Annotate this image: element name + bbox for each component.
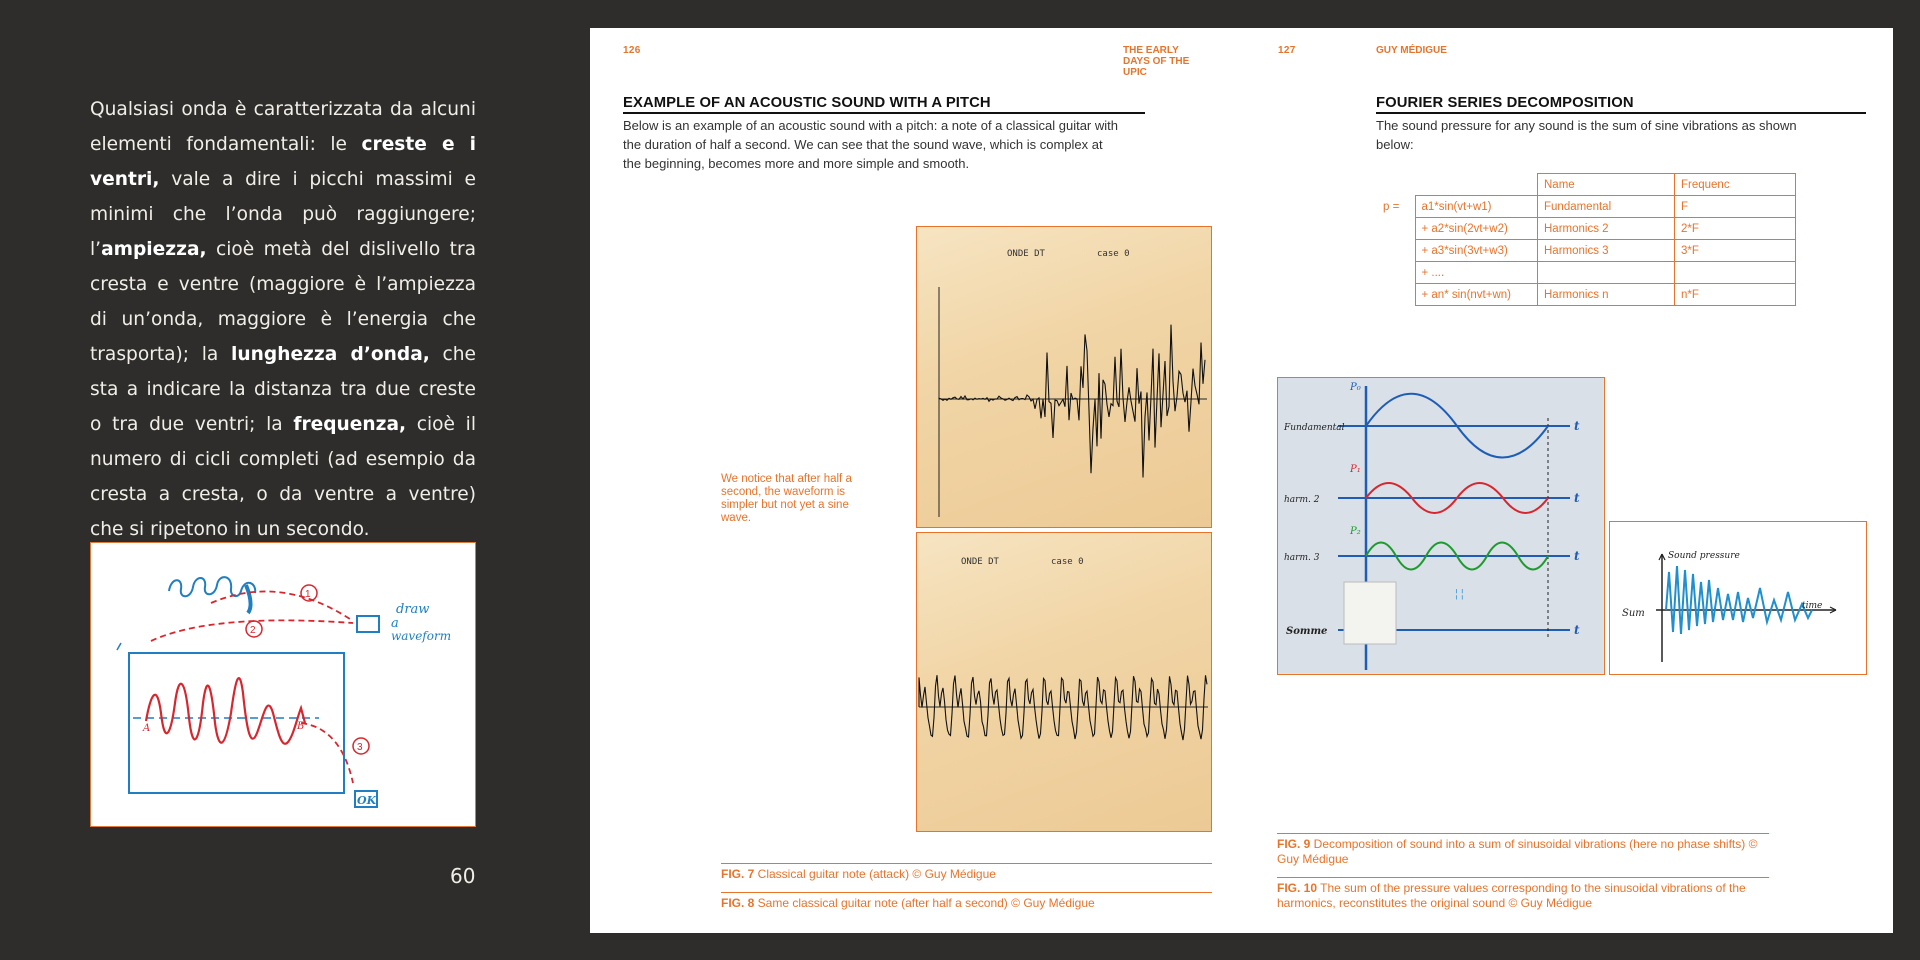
guitar-sustain-scan xyxy=(916,532,1212,832)
fourier-table xyxy=(1377,173,1796,306)
header-name: Name xyxy=(1538,174,1675,196)
table-cell: n*F xyxy=(1675,284,1796,306)
table-cell: 3*F xyxy=(1675,240,1796,262)
paragraph-run: cioè metà del dislivello tra cresta e ventre (maggiore è l’ampiezza di un’onda, maggiore è l’energia che trasporta); la xyxy=(90,239,476,365)
waveform-sketch xyxy=(90,542,476,827)
book-spread xyxy=(590,28,1893,933)
fig7-text: Classical guitar note (attack) © Guy Médigue xyxy=(754,867,996,881)
waveform-label: waveform xyxy=(391,629,452,643)
point-b-label: B xyxy=(297,721,305,732)
label-p2: P₂ xyxy=(1350,526,1361,537)
fig7-number: FIG. 7 xyxy=(721,867,755,881)
step-3-label: 3 xyxy=(357,742,363,753)
label-t: t xyxy=(1574,549,1580,563)
table-cell: a1*sin(vt+w1) xyxy=(1415,196,1538,218)
fig10-number: FIG. 10 xyxy=(1277,881,1318,895)
table-cell: Harmonics 2 xyxy=(1538,218,1675,240)
step-1-label: 1 xyxy=(305,589,311,600)
fig7-caption xyxy=(721,867,996,882)
scan-bottom-label-2: case 0 xyxy=(1051,557,1084,567)
label-t: t xyxy=(1574,623,1580,637)
running-head-line-2: DAYS OF THE xyxy=(1123,56,1190,67)
table-cell: + .... xyxy=(1415,262,1538,284)
ok-label: OK xyxy=(357,794,377,807)
label-t: t xyxy=(1574,419,1580,433)
paragraph-run: Qualsiasi onda è caratterizzata da alcuni elementi fondamentali: le xyxy=(90,99,476,155)
label-time: time xyxy=(1802,601,1823,611)
section-title-fourier: FOURIER SERIES DECOMPOSITION xyxy=(1376,95,1866,114)
paragraph-run: che sta a indicare la distanza tra due creste o tra due ventri; la xyxy=(90,344,476,435)
table-cell: Harmonics n xyxy=(1538,284,1675,306)
section-title-acoustic: EXAMPLE OF AN ACOUSTIC SOUND WITH A PITCH xyxy=(623,95,1145,114)
draw-label: draw xyxy=(396,602,430,617)
a-label: a xyxy=(391,616,399,631)
table-cell: F xyxy=(1675,196,1796,218)
scan-bottom-label-1: ONDE DT xyxy=(961,557,999,567)
fig10-text: The sum of the pressure values corresponding to the sinusoidal vibrations of the harmonics, reconstitutes the original sound © Guy Médigue xyxy=(1277,881,1746,910)
running-head-line-3: UPIC xyxy=(1123,67,1147,78)
label-harm3: harm. 3 xyxy=(1284,553,1320,563)
step-2-label: 2 xyxy=(250,625,256,636)
guitar-attack-scan xyxy=(916,226,1212,528)
table-cell: + an* sin(nvt+wn) xyxy=(1415,284,1538,306)
table-cell: + a3*sin(3vt+w3) xyxy=(1415,240,1538,262)
scan-top-label-1: ONDE DT xyxy=(1007,249,1045,259)
body-acoustic: Below is an example of an acoustic sound with a pitch: a note of a classical guitar with the duration of half a second. We can see that the sound wave, which is complex at the beginning, becomes more and more simple and smooth. xyxy=(623,118,1118,171)
point-a-label: A xyxy=(143,723,151,734)
label-p1: P₁ xyxy=(1350,464,1361,475)
side-note: We notice that after half a second, the waveform is simpler but not yet a sine wave. xyxy=(721,473,852,524)
paragraph-run: lunghezza d’onda, xyxy=(231,344,430,365)
running-head-left xyxy=(1123,45,1189,78)
paragraph-run: creste e i ventri, xyxy=(90,134,476,190)
label-sound-pressure: Sound pressure xyxy=(1668,551,1740,561)
paragraph-run: vale a dire i picchi massimi e minimi che l’onda può raggiungere; l’ xyxy=(90,169,476,260)
p-equals-label: p = xyxy=(1383,200,1400,213)
fig9-text: Decomposition of sound into a sum of sinusoidal vibrations (here no phase shifts) © Guy Médigue xyxy=(1277,837,1758,866)
table-cell xyxy=(1538,262,1675,284)
label-harm2: harm. 2 xyxy=(1284,495,1320,505)
folio-127: 127 xyxy=(1278,45,1296,56)
body-fourier: The sound pressure for any sound is the sum of sine vibrations as shown below: xyxy=(1376,118,1797,152)
left-paragraph xyxy=(90,92,476,547)
table-cell: Fundamental xyxy=(1538,196,1675,218)
label-t: t xyxy=(1574,491,1580,505)
paragraph-run: cioè il numero di cicli completi (ad esempio da cresta a cresta, o da ventre a ventre) che si ripetono in un secondo. xyxy=(90,414,477,540)
fig8-number: FIG. 8 xyxy=(721,896,755,910)
fig8-caption xyxy=(721,896,1095,911)
label-p0: P₀ xyxy=(1350,382,1361,393)
paragraph-run: ampiezza, xyxy=(101,239,207,260)
page-number: 60 xyxy=(450,864,476,888)
label-fundamental: Fundamental xyxy=(1284,423,1345,433)
table-cell xyxy=(1675,262,1796,284)
table-cell: + a2*sin(2vt+w2) xyxy=(1415,218,1538,240)
table-cell: Harmonics 3 xyxy=(1538,240,1675,262)
running-head-right: GUY MÉDIGUE xyxy=(1376,45,1447,56)
label-somme: Somme xyxy=(1286,626,1328,637)
fig9-number: FIG. 9 xyxy=(1277,837,1311,851)
folio-126: 126 xyxy=(623,45,641,56)
fig8-text: Same classical guitar note (after half a second) © Guy Médigue xyxy=(754,896,1095,910)
svg-text:¦ ¦: ¦ ¦ xyxy=(1455,588,1464,600)
header-frequency: Frequenc xyxy=(1675,174,1796,196)
fig10-caption xyxy=(1277,881,1777,911)
scan-top-label-2: case 0 xyxy=(1097,249,1130,259)
table-cell: 2*F xyxy=(1675,218,1796,240)
paragraph-run: frequenza, xyxy=(293,414,407,435)
decomposition-figure xyxy=(1277,377,1605,675)
running-head-line-1: THE EARLY xyxy=(1123,45,1179,56)
label-sum: Sum xyxy=(1622,608,1645,619)
sum-figure xyxy=(1609,521,1867,675)
fig9-caption xyxy=(1277,837,1777,867)
